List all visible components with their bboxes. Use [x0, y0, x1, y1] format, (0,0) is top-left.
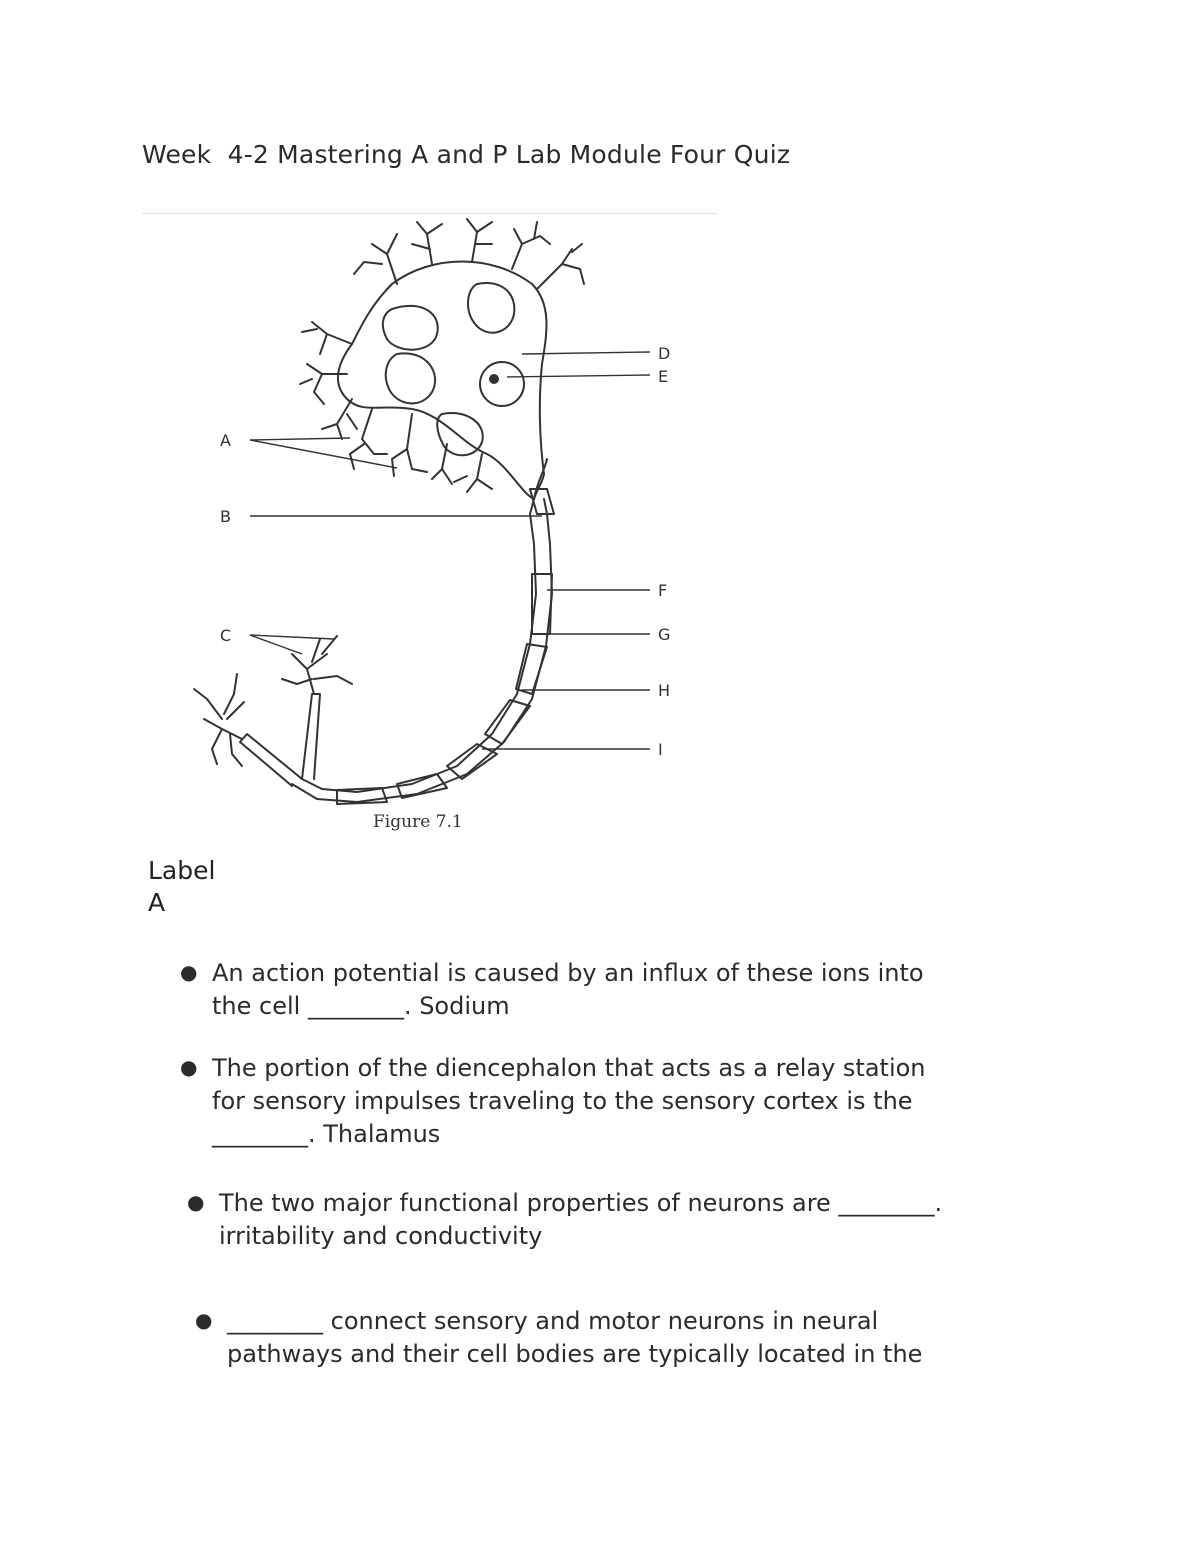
question-3-line-2: irritability and conductivity — [219, 1222, 543, 1250]
axon-branch-vertical — [302, 694, 320, 779]
question-4-line-1: ________ connect sensory and motor neurons in neural — [227, 1307, 879, 1335]
myelin-segment-1 — [530, 489, 554, 514]
question-1 — [180, 957, 924, 1023]
question-2 — [180, 1052, 926, 1151]
label-heading — [148, 855, 215, 919]
question-1-line-1: An action potential is caused by an influx of these ions into — [212, 959, 924, 987]
nucleus — [480, 362, 524, 406]
myelin-segment-4 — [485, 700, 530, 744]
dendrite-top-1 — [354, 234, 397, 284]
figure-label-g: G — [658, 625, 671, 644]
question-3 — [187, 1187, 943, 1253]
label-letter: A — [148, 888, 166, 917]
label-word: Label — [148, 856, 216, 885]
figure-label-b: B — [220, 507, 231, 526]
axon-terminal-1 — [282, 636, 352, 694]
question-4 — [195, 1305, 923, 1371]
neuron-figure — [142, 214, 718, 844]
question-4-line-2: pathways and their cell bodies are typically located in the — [227, 1340, 923, 1368]
dendrite-top-5 — [537, 244, 584, 289]
axon-outer — [302, 499, 536, 792]
leader-c-1 — [250, 635, 334, 639]
dendrite-top-4 — [512, 222, 550, 269]
dendrite-bottom-2 — [432, 444, 467, 484]
leader-c-2 — [250, 635, 302, 654]
figure-label-d: D — [658, 344, 671, 363]
dendrite-top-3 — [467, 219, 492, 262]
vacuole-3 — [386, 353, 435, 403]
leader-a-1 — [250, 438, 350, 440]
dendrite-bottom-3 — [467, 454, 492, 492]
question-3-line-1: The two major functional properties of neurons are ________. — [219, 1189, 943, 1217]
axon-hillock — [534, 459, 547, 499]
myelin-segment-3 — [516, 644, 547, 694]
neuron-diagram — [142, 214, 718, 844]
axon-inner — [292, 499, 552, 802]
dendrite-left-2 — [300, 364, 347, 404]
figure-label-e: E — [658, 367, 669, 386]
leader-e — [507, 375, 650, 377]
nucleolus — [490, 375, 498, 383]
figure-label-f: F — [658, 581, 668, 600]
question-1-line-2: the cell ________. Sodium — [212, 992, 510, 1020]
question-2-line-1: The portion of the diencephalon that acts as a relay station — [212, 1054, 926, 1082]
bullet-icon: ● — [195, 1308, 213, 1332]
dendrite-top-2 — [412, 222, 442, 264]
axon-terminal-2 — [194, 674, 244, 766]
dendrite-left-3 — [322, 399, 357, 439]
vacuole-2 — [468, 283, 514, 333]
page-title: Week 4-2 Mastering A and P Lab Module Four Quiz — [142, 140, 791, 169]
dendrite-left-1 — [302, 322, 352, 354]
bullet-icon: ● — [180, 1055, 198, 1079]
axon-branch-left — [240, 734, 302, 786]
dendrite-bottom-1 — [392, 414, 427, 476]
question-2-line-3: ________. Thalamus — [212, 1120, 441, 1148]
vacuole-1 — [383, 306, 438, 350]
leader-d — [522, 352, 650, 354]
figure-label-c: C — [220, 626, 232, 645]
figure-caption: Figure 7.1 — [373, 812, 463, 832]
question-2-line-2: for sensory impulses traveling to the sensory cortex is the — [212, 1087, 913, 1115]
figure-label-a: A — [220, 431, 231, 450]
bullet-icon: ● — [187, 1190, 205, 1214]
figure-label-i: I — [658, 740, 663, 759]
figure-label-h: H — [658, 681, 671, 700]
bullet-icon: ● — [180, 960, 198, 984]
